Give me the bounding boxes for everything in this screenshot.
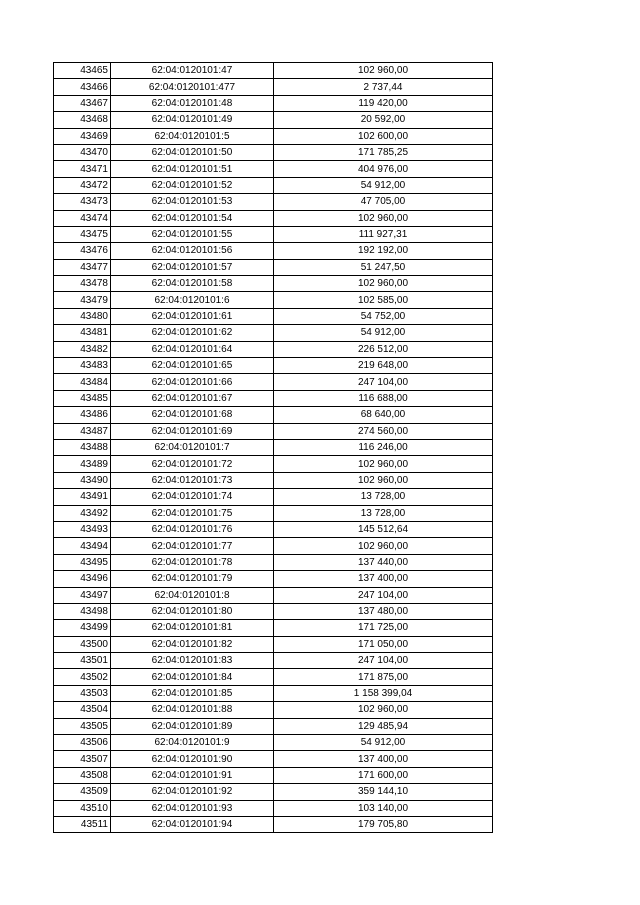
table-row xyxy=(54,374,493,390)
row-number-cell: 43489 xyxy=(54,456,111,472)
table-row xyxy=(54,390,493,406)
table-row xyxy=(54,439,493,455)
cadastral-number-cell: 62:04:0120101:6 xyxy=(111,292,274,308)
cadastral-value-cell: 103 140,00 xyxy=(274,800,493,816)
table-row xyxy=(54,800,493,816)
table-row xyxy=(54,669,493,685)
row-number-cell: 43493 xyxy=(54,521,111,537)
cadastral-value-cell: 2 737,44 xyxy=(274,79,493,95)
table-row xyxy=(54,702,493,718)
cadastral-value-cell: 51 247,50 xyxy=(274,259,493,275)
cadastral-value-cell: 54 752,00 xyxy=(274,308,493,324)
cadastral-value-cell: 274 560,00 xyxy=(274,423,493,439)
cadastral-value-cell: 102 600,00 xyxy=(274,128,493,144)
cadastral-value-cell: 20 592,00 xyxy=(274,112,493,128)
cadastral-value-cell: 129 485,94 xyxy=(274,718,493,734)
cadastral-number-cell: 62:04:0120101:81 xyxy=(111,620,274,636)
cadastral-number-cell: 62:04:0120101:83 xyxy=(111,653,274,669)
row-number-cell: 43495 xyxy=(54,554,111,570)
table-row xyxy=(54,784,493,800)
cadastral-value-cell: 102 960,00 xyxy=(274,210,493,226)
table-row xyxy=(54,603,493,619)
cadastral-value-cell: 137 480,00 xyxy=(274,603,493,619)
table-row xyxy=(54,685,493,701)
cadastral-number-cell: 62:04:0120101:5 xyxy=(111,128,274,144)
row-number-cell: 43501 xyxy=(54,653,111,669)
cadastral-number-cell: 62:04:0120101:91 xyxy=(111,767,274,783)
cadastral-value-cell: 68 640,00 xyxy=(274,407,493,423)
cadastral-value-cell: 54 912,00 xyxy=(274,177,493,193)
row-number-cell: 43467 xyxy=(54,95,111,111)
row-number-cell: 43491 xyxy=(54,489,111,505)
row-number-cell: 43471 xyxy=(54,161,111,177)
cadastral-value-cell: 54 912,00 xyxy=(274,325,493,341)
table-row xyxy=(54,472,493,488)
row-number-cell: 43503 xyxy=(54,685,111,701)
table-row xyxy=(54,341,493,357)
row-number-cell: 43492 xyxy=(54,505,111,521)
table-row xyxy=(54,358,493,374)
row-number-cell: 43508 xyxy=(54,767,111,783)
table-row xyxy=(54,489,493,505)
cadastral-value-cell: 54 912,00 xyxy=(274,735,493,751)
cadastral-number-cell: 62:04:0120101:69 xyxy=(111,423,274,439)
row-number-cell: 43507 xyxy=(54,751,111,767)
cadastral-value-cell: 116 246,00 xyxy=(274,439,493,455)
row-number-cell: 43468 xyxy=(54,112,111,128)
row-number-cell: 43477 xyxy=(54,259,111,275)
cadastral-number-cell: 62:04:0120101:94 xyxy=(111,816,274,832)
cadastral-value-cell: 359 144,10 xyxy=(274,784,493,800)
cadastral-number-cell: 62:04:0120101:61 xyxy=(111,308,274,324)
table-row xyxy=(54,112,493,128)
table-row xyxy=(54,177,493,193)
row-number-cell: 43483 xyxy=(54,358,111,374)
cadastral-number-cell: 62:04:0120101:9 xyxy=(111,735,274,751)
table-row xyxy=(54,79,493,95)
table-row xyxy=(54,194,493,210)
table-row xyxy=(54,636,493,652)
row-number-cell: 43469 xyxy=(54,128,111,144)
row-number-cell: 43504 xyxy=(54,702,111,718)
cadastral-value-cell: 102 960,00 xyxy=(274,538,493,554)
table-row xyxy=(54,718,493,734)
table-row xyxy=(54,554,493,570)
cadastral-value-cell: 171 875,00 xyxy=(274,669,493,685)
cadastral-number-cell: 62:04:0120101:93 xyxy=(111,800,274,816)
row-number-cell: 43510 xyxy=(54,800,111,816)
cadastral-number-cell: 62:04:0120101:89 xyxy=(111,718,274,734)
cadastral-value-cell: 102 960,00 xyxy=(274,702,493,718)
cadastral-value-cell: 102 960,00 xyxy=(274,456,493,472)
cadastral-number-cell: 62:04:0120101:54 xyxy=(111,210,274,226)
row-number-cell: 43466 xyxy=(54,79,111,95)
cadastral-value-cell: 119 420,00 xyxy=(274,95,493,111)
table-row xyxy=(54,571,493,587)
cadastral-number-cell: 62:04:0120101:64 xyxy=(111,341,274,357)
cadastral-value-cell: 137 400,00 xyxy=(274,751,493,767)
table-row xyxy=(54,620,493,636)
cadastral-value-cell: 171 050,00 xyxy=(274,636,493,652)
cadastral-number-cell: 62:04:0120101:92 xyxy=(111,784,274,800)
row-number-cell: 43505 xyxy=(54,718,111,734)
cadastral-number-cell: 62:04:0120101:53 xyxy=(111,194,274,210)
row-number-cell: 43474 xyxy=(54,210,111,226)
table-row xyxy=(54,735,493,751)
cadastral-value-cell: 145 512,64 xyxy=(274,521,493,537)
cadastral-value-cell: 102 960,00 xyxy=(274,276,493,292)
cadastral-number-cell: 62:04:0120101:68 xyxy=(111,407,274,423)
cadastral-value-cell: 219 648,00 xyxy=(274,358,493,374)
row-number-cell: 43502 xyxy=(54,669,111,685)
cadastral-number-cell: 62:04:0120101:73 xyxy=(111,472,274,488)
cadastral-number-cell: 62:04:0120101:51 xyxy=(111,161,274,177)
cadastral-number-cell: 62:04:0120101:55 xyxy=(111,226,274,242)
cadastral-number-cell: 62:04:0120101:8 xyxy=(111,587,274,603)
row-number-cell: 43465 xyxy=(54,63,111,79)
cadastral-number-cell: 62:04:0120101:75 xyxy=(111,505,274,521)
cadastral-number-cell: 62:04:0120101:67 xyxy=(111,390,274,406)
cadastral-number-cell: 62:04:0120101:72 xyxy=(111,456,274,472)
table-row xyxy=(54,259,493,275)
cadastral-value-cell: 247 104,00 xyxy=(274,653,493,669)
cadastral-number-cell: 62:04:0120101:78 xyxy=(111,554,274,570)
row-number-cell: 43476 xyxy=(54,243,111,259)
row-number-cell: 43494 xyxy=(54,538,111,554)
table-row xyxy=(54,95,493,111)
row-number-cell: 43511 xyxy=(54,816,111,832)
cadastral-value-cell: 1 158 399,04 xyxy=(274,685,493,701)
cadastral-number-cell: 62:04:0120101:84 xyxy=(111,669,274,685)
cadastral-value-cell: 137 400,00 xyxy=(274,571,493,587)
row-number-cell: 43490 xyxy=(54,472,111,488)
cadastral-number-cell: 62:04:0120101:7 xyxy=(111,439,274,455)
table-row xyxy=(54,538,493,554)
cadastral-value-cell: 13 728,00 xyxy=(274,489,493,505)
cadastral-number-cell: 62:04:0120101:477 xyxy=(111,79,274,95)
cadastral-number-cell: 62:04:0120101:65 xyxy=(111,358,274,374)
cadastral-value-cell: 111 927,31 xyxy=(274,226,493,242)
row-number-cell: 43496 xyxy=(54,571,111,587)
row-number-cell: 43506 xyxy=(54,735,111,751)
table-row xyxy=(54,144,493,160)
cadastral-value-cell: 116 688,00 xyxy=(274,390,493,406)
cadastral-value-cell: 171 785,25 xyxy=(274,144,493,160)
table-row xyxy=(54,325,493,341)
table-row xyxy=(54,128,493,144)
cadastral-value-cell: 404 976,00 xyxy=(274,161,493,177)
table-row xyxy=(54,751,493,767)
cadastral-value-cell: 247 104,00 xyxy=(274,587,493,603)
table-row xyxy=(54,210,493,226)
table-row xyxy=(54,292,493,308)
table-row xyxy=(54,308,493,324)
cadastral-number-cell: 62:04:0120101:76 xyxy=(111,521,274,537)
row-number-cell: 43479 xyxy=(54,292,111,308)
row-number-cell: 43470 xyxy=(54,144,111,160)
cadastral-value-cell: 102 960,00 xyxy=(274,63,493,79)
table-row xyxy=(54,226,493,242)
cadastral-value-cell: 102 960,00 xyxy=(274,472,493,488)
table-row xyxy=(54,63,493,79)
cadastral-number-cell: 62:04:0120101:62 xyxy=(111,325,274,341)
cadastral-number-cell: 62:04:0120101:50 xyxy=(111,144,274,160)
row-number-cell: 43475 xyxy=(54,226,111,242)
cadastral-value-cell: 171 725,00 xyxy=(274,620,493,636)
table-row xyxy=(54,276,493,292)
cadastral-number-cell: 62:04:0120101:49 xyxy=(111,112,274,128)
cadastral-number-cell: 62:04:0120101:82 xyxy=(111,636,274,652)
row-number-cell: 43482 xyxy=(54,341,111,357)
table-row xyxy=(54,243,493,259)
row-number-cell: 43488 xyxy=(54,439,111,455)
row-number-cell: 43498 xyxy=(54,603,111,619)
row-number-cell: 43472 xyxy=(54,177,111,193)
cadastral-number-cell: 62:04:0120101:57 xyxy=(111,259,274,275)
row-number-cell: 43497 xyxy=(54,587,111,603)
table-row xyxy=(54,407,493,423)
cadastral-number-cell: 62:04:0120101:88 xyxy=(111,702,274,718)
cadastral-number-cell: 62:04:0120101:66 xyxy=(111,374,274,390)
row-number-cell: 43485 xyxy=(54,390,111,406)
cadastral-value-cell: 102 585,00 xyxy=(274,292,493,308)
cadastral-number-cell: 62:04:0120101:47 xyxy=(111,63,274,79)
table-row xyxy=(54,161,493,177)
cadastral-value-cell: 192 192,00 xyxy=(274,243,493,259)
cadastral-number-cell: 62:04:0120101:90 xyxy=(111,751,274,767)
cadastral-value-cell: 13 728,00 xyxy=(274,505,493,521)
cadastral-value-cell: 226 512,00 xyxy=(274,341,493,357)
cadastral-value-cell: 171 600,00 xyxy=(274,767,493,783)
cadastral-value-cell: 179 705,80 xyxy=(274,816,493,832)
cadastral-number-cell: 62:04:0120101:74 xyxy=(111,489,274,505)
cadastral-number-cell: 62:04:0120101:52 xyxy=(111,177,274,193)
row-number-cell: 43481 xyxy=(54,325,111,341)
row-number-cell: 43499 xyxy=(54,620,111,636)
row-number-cell: 43486 xyxy=(54,407,111,423)
cadastral-value-cell: 137 440,00 xyxy=(274,554,493,570)
table-row xyxy=(54,587,493,603)
row-number-cell: 43500 xyxy=(54,636,111,652)
cadastral-number-cell: 62:04:0120101:85 xyxy=(111,685,274,701)
row-number-cell: 43487 xyxy=(54,423,111,439)
table-row xyxy=(54,505,493,521)
cadastral-number-cell: 62:04:0120101:56 xyxy=(111,243,274,259)
row-number-cell: 43509 xyxy=(54,784,111,800)
table-row xyxy=(54,767,493,783)
table-row xyxy=(54,653,493,669)
table-row xyxy=(54,423,493,439)
cadastral-value-cell: 47 705,00 xyxy=(274,194,493,210)
cadastral-number-cell: 62:04:0120101:79 xyxy=(111,571,274,587)
cadastral-number-cell: 62:04:0120101:80 xyxy=(111,603,274,619)
row-number-cell: 43480 xyxy=(54,308,111,324)
table-row xyxy=(54,456,493,472)
row-number-cell: 43478 xyxy=(54,276,111,292)
cadastral-number-cell: 62:04:0120101:77 xyxy=(111,538,274,554)
table-row xyxy=(54,816,493,832)
table-body xyxy=(54,63,493,833)
row-number-cell: 43473 xyxy=(54,194,111,210)
table-row xyxy=(54,521,493,537)
cadastral-number-cell: 62:04:0120101:48 xyxy=(111,95,274,111)
cadastral-value-cell: 247 104,00 xyxy=(274,374,493,390)
row-number-cell: 43484 xyxy=(54,374,111,390)
cadastral-value-table xyxy=(53,62,493,833)
cadastral-number-cell: 62:04:0120101:58 xyxy=(111,276,274,292)
